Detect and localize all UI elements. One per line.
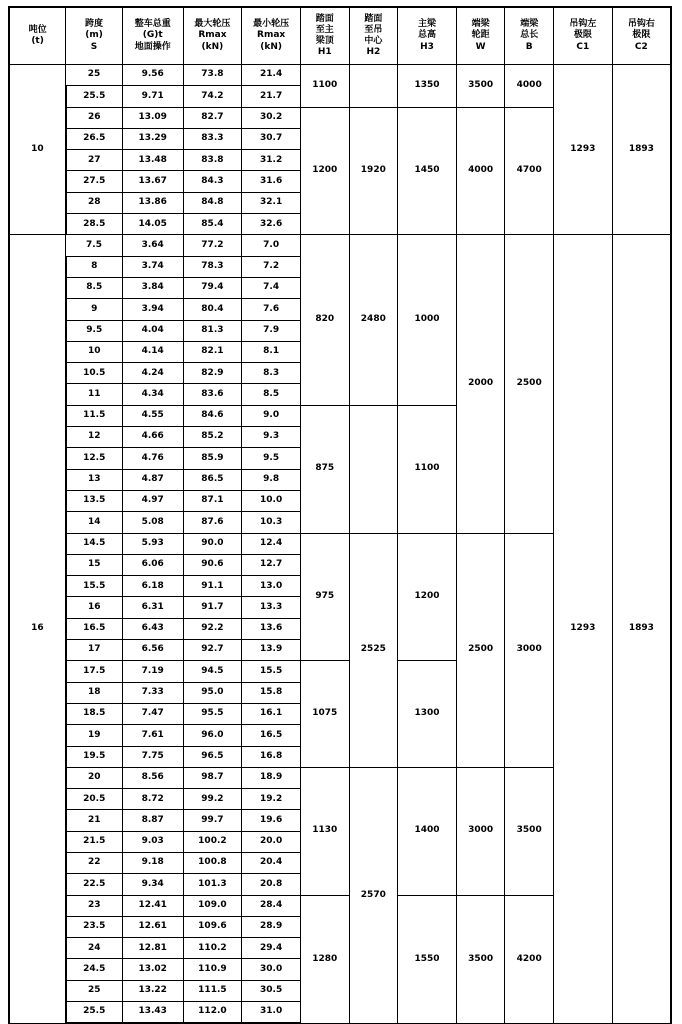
cell-h3: 1450 <box>398 107 457 235</box>
cell-rmin: 8.3 <box>242 363 301 384</box>
header-cell-total_weight: 整车总重 (G)t 地面操作 <box>122 7 183 65</box>
cell-total_weight: 3.84 <box>122 277 183 298</box>
cell-rmin: 30.5 <box>242 980 301 1001</box>
cell-rmin: 21.7 <box>242 86 301 107</box>
cell-rmax: 87.6 <box>183 512 242 533</box>
cell-rmin: 7.9 <box>242 320 301 341</box>
cell-span: 17 <box>66 640 123 661</box>
cell-h1: 1100 <box>300 65 349 108</box>
cell-total_weight: 4.97 <box>122 490 183 511</box>
cell-rmin: 21.4 <box>242 65 301 86</box>
header-cell-b: 端梁 总长 B <box>505 7 554 65</box>
header-cell-tonnage: 吨位 (t) <box>9 7 66 65</box>
cell-rmax: 86.5 <box>183 469 242 490</box>
cell-rmax: 85.9 <box>183 448 242 469</box>
cell-span: 15.5 <box>66 576 123 597</box>
cell-total_weight: 7.75 <box>122 746 183 767</box>
cell-rmax: 85.2 <box>183 427 242 448</box>
cell-total_weight: 4.14 <box>122 341 183 362</box>
cell-total_weight: 9.71 <box>122 86 183 107</box>
cell-total_weight: 7.19 <box>122 661 183 682</box>
cell-total_weight: 4.87 <box>122 469 183 490</box>
cell-rmin: 9.3 <box>242 427 301 448</box>
table-header <box>9 7 671 65</box>
cell-total_weight: 9.34 <box>122 874 183 895</box>
cell-h1: 975 <box>300 533 349 661</box>
cell-rmin: 9.8 <box>242 469 301 490</box>
cell-w: 4000 <box>456 107 505 235</box>
cell-total_weight: 13.43 <box>122 1002 183 1024</box>
cell-span: 19.5 <box>66 746 123 767</box>
cell-rmin: 8.1 <box>242 341 301 362</box>
cell-h3: 1400 <box>398 767 457 895</box>
cell-w: 2500 <box>456 533 505 767</box>
cell-span: 26 <box>66 107 123 128</box>
cell-b: 4700 <box>505 107 554 235</box>
cell-span: 27 <box>66 150 123 171</box>
cell-rmax: 92.7 <box>183 640 242 661</box>
cell-rmax: 100.2 <box>183 831 242 852</box>
cell-rmin: 10.0 <box>242 490 301 511</box>
cell-h1: 1130 <box>300 767 349 895</box>
cell-rmax: 91.1 <box>183 576 242 597</box>
cell-span: 14 <box>66 512 123 533</box>
cell-rmax: 84.6 <box>183 405 242 426</box>
cell-h3: 1550 <box>398 895 457 1023</box>
cell-h1: 1075 <box>300 661 349 767</box>
cell-span: 7.5 <box>66 235 123 256</box>
cell-span: 25 <box>66 65 123 86</box>
cell-h1: 820 <box>300 235 349 405</box>
cell-span: 24.5 <box>66 959 123 980</box>
cell-span: 16.5 <box>66 618 123 639</box>
cell-rmin: 30.2 <box>242 107 301 128</box>
cell-span: 21 <box>66 810 123 831</box>
cell-rmin: 19.6 <box>242 810 301 831</box>
cell-rmin: 30.7 <box>242 128 301 149</box>
cell-total_weight: 5.93 <box>122 533 183 554</box>
cell-rmin: 19.2 <box>242 789 301 810</box>
cell-total_weight: 8.72 <box>122 789 183 810</box>
table-row <box>9 235 671 256</box>
cell-rmax: 110.9 <box>183 959 242 980</box>
cell-span: 13 <box>66 469 123 490</box>
cell-c2: 1893 <box>612 65 671 235</box>
cell-span: 23 <box>66 895 123 916</box>
cell-w: 3000 <box>456 767 505 895</box>
cell-rmin: 29.4 <box>242 938 301 959</box>
cell-total_weight: 4.04 <box>122 320 183 341</box>
cell-rmin: 20.8 <box>242 874 301 895</box>
cell-span: 18.5 <box>66 703 123 724</box>
cell-total_weight: 4.55 <box>122 405 183 426</box>
cell-h1: 875 <box>300 405 349 533</box>
cell-rmin: 12.4 <box>242 533 301 554</box>
cell-rmax: 83.6 <box>183 384 242 405</box>
cell-rmax: 96.5 <box>183 746 242 767</box>
cell-rmax: 109.6 <box>183 916 242 937</box>
cell-rmin: 9.5 <box>242 448 301 469</box>
cell-total_weight: 13.67 <box>122 171 183 192</box>
cell-span: 19 <box>66 725 123 746</box>
cell-span: 25 <box>66 980 123 1001</box>
cell-rmax: 95.5 <box>183 703 242 724</box>
cell-rmin: 8.5 <box>242 384 301 405</box>
header-cell-rmax: 最大轮压 Rmax (kN) <box>183 7 242 65</box>
cell-rmax: 78.3 <box>183 256 242 277</box>
table-header-row <box>9 7 671 65</box>
cell-rmax: 99.7 <box>183 810 242 831</box>
cell-total_weight: 14.05 <box>122 214 183 235</box>
cell-rmax: 82.7 <box>183 107 242 128</box>
cell-rmax: 91.7 <box>183 597 242 618</box>
cell-rmin: 13.3 <box>242 597 301 618</box>
cell-rmax: 82.1 <box>183 341 242 362</box>
cell-c1: 1293 <box>553 235 612 1023</box>
cell-rmin: 7.4 <box>242 277 301 298</box>
cell-span: 9 <box>66 299 123 320</box>
cell-total_weight: 9.03 <box>122 831 183 852</box>
cell-total_weight: 3.64 <box>122 235 183 256</box>
cell-span: 10.5 <box>66 363 123 384</box>
cell-total_weight: 9.18 <box>122 852 183 873</box>
cell-rmin: 13.6 <box>242 618 301 639</box>
header-cell-rmin: 最小轮压 Rmax (kN) <box>242 7 301 65</box>
table-row <box>9 65 671 86</box>
cell-span: 18 <box>66 682 123 703</box>
cell-rmax: 85.4 <box>183 214 242 235</box>
cell-rmax: 96.0 <box>183 725 242 746</box>
header-cell-h3: 主梁 总高 H3 <box>398 7 457 65</box>
cell-rmin: 16.8 <box>242 746 301 767</box>
cell-rmin: 13.0 <box>242 576 301 597</box>
header-cell-w: 端梁 轮距 W <box>456 7 505 65</box>
cell-span: 25.5 <box>66 86 123 107</box>
cell-b: 3000 <box>505 533 554 767</box>
cell-span: 13.5 <box>66 490 123 511</box>
cell-total_weight: 12.61 <box>122 916 183 937</box>
cell-total_weight: 12.41 <box>122 895 183 916</box>
cell-rmin: 16.5 <box>242 725 301 746</box>
cell-total_weight: 3.74 <box>122 256 183 277</box>
cell-h3: 1100 <box>398 405 457 533</box>
cell-rmax: 87.1 <box>183 490 242 511</box>
cell-h2: 2525 <box>349 533 398 767</box>
cell-h2 <box>349 65 398 108</box>
cell-h2: 2570 <box>349 767 398 1023</box>
cell-h3: 1200 <box>398 533 457 661</box>
cell-rmax: 83.3 <box>183 128 242 149</box>
cell-span: 22.5 <box>66 874 123 895</box>
cell-total_weight: 13.86 <box>122 192 183 213</box>
cell-total_weight: 3.94 <box>122 299 183 320</box>
cell-rmax: 94.5 <box>183 661 242 682</box>
cell-span: 12.5 <box>66 448 123 469</box>
table-body <box>9 65 671 1024</box>
cell-h3: 1000 <box>398 235 457 405</box>
cell-rmax: 74.2 <box>183 86 242 107</box>
cell-rmax: 99.2 <box>183 789 242 810</box>
cell-rmax: 112.0 <box>183 1002 242 1024</box>
cell-rmin: 13.9 <box>242 640 301 661</box>
cell-tonnage: 16 <box>9 235 66 1023</box>
cell-total_weight: 13.48 <box>122 150 183 171</box>
cell-rmax: 84.8 <box>183 192 242 213</box>
cell-total_weight: 6.31 <box>122 597 183 618</box>
cell-total_weight: 8.56 <box>122 767 183 788</box>
cell-h2: 1920 <box>349 107 398 235</box>
cell-rmin: 30.0 <box>242 959 301 980</box>
cell-rmax: 83.8 <box>183 150 242 171</box>
cell-span: 22 <box>66 852 123 873</box>
cell-rmin: 9.0 <box>242 405 301 426</box>
cell-rmax: 90.0 <box>183 533 242 554</box>
cell-span: 9.5 <box>66 320 123 341</box>
cell-rmin: 20.0 <box>242 831 301 852</box>
cell-rmin: 16.1 <box>242 703 301 724</box>
cell-w: 3500 <box>456 895 505 1023</box>
cell-w: 2000 <box>456 235 505 533</box>
cell-total_weight: 6.43 <box>122 618 183 639</box>
cell-span: 15 <box>66 554 123 575</box>
cell-total_weight: 6.06 <box>122 554 183 575</box>
cell-b: 3500 <box>505 767 554 895</box>
cell-total_weight: 6.56 <box>122 640 183 661</box>
cell-rmin: 7.0 <box>242 235 301 256</box>
cell-span: 14.5 <box>66 533 123 554</box>
header-cell-c2: 吊钩右 极限 C2 <box>612 7 671 65</box>
cell-h1: 1200 <box>300 107 349 235</box>
header-cell-h2: 踏面 至吊 中心 H2 <box>349 7 398 65</box>
cell-span: 10 <box>66 341 123 362</box>
cell-rmin: 31.2 <box>242 150 301 171</box>
cell-b: 4200 <box>505 895 554 1023</box>
cell-span: 28.5 <box>66 214 123 235</box>
cell-rmax: 111.5 <box>183 980 242 1001</box>
cell-span: 26.5 <box>66 128 123 149</box>
cell-rmax: 100.8 <box>183 852 242 873</box>
cell-rmin: 10.3 <box>242 512 301 533</box>
cell-span: 11.5 <box>66 405 123 426</box>
cell-total_weight: 13.02 <box>122 959 183 980</box>
cell-rmin: 28.4 <box>242 895 301 916</box>
cell-rmax: 90.6 <box>183 554 242 575</box>
cell-rmax: 84.3 <box>183 171 242 192</box>
cell-rmin: 7.6 <box>242 299 301 320</box>
cell-rmin: 12.7 <box>242 554 301 575</box>
cell-h2: 2480 <box>349 235 398 405</box>
header-cell-c1: 吊钩左 极限 C1 <box>553 7 612 65</box>
cell-b: 4000 <box>505 65 554 108</box>
cell-total_weight: 7.33 <box>122 682 183 703</box>
cell-span: 8.5 <box>66 277 123 298</box>
cell-c2: 1893 <box>612 235 671 1023</box>
cell-total_weight: 13.29 <box>122 128 183 149</box>
cell-total_weight: 5.08 <box>122 512 183 533</box>
header-cell-h1: 踏面 至主 梁顶 H1 <box>300 7 349 65</box>
cell-total_weight: 7.47 <box>122 703 183 724</box>
crane-specification-table <box>8 6 672 1024</box>
cell-rmax: 98.7 <box>183 767 242 788</box>
cell-rmin: 15.5 <box>242 661 301 682</box>
cell-span: 21.5 <box>66 831 123 852</box>
cell-span: 20 <box>66 767 123 788</box>
cell-total_weight: 6.18 <box>122 576 183 597</box>
cell-rmax: 110.2 <box>183 938 242 959</box>
cell-span: 12 <box>66 427 123 448</box>
cell-total_weight: 13.09 <box>122 107 183 128</box>
cell-span: 11 <box>66 384 123 405</box>
cell-span: 27.5 <box>66 171 123 192</box>
cell-rmin: 18.9 <box>242 767 301 788</box>
cell-rmax: 109.0 <box>183 895 242 916</box>
cell-b: 2500 <box>505 235 554 533</box>
cell-span: 20.5 <box>66 789 123 810</box>
cell-span: 28 <box>66 192 123 213</box>
cell-total_weight: 9.56 <box>122 65 183 86</box>
cell-span: 24 <box>66 938 123 959</box>
cell-span: 23.5 <box>66 916 123 937</box>
cell-span: 17.5 <box>66 661 123 682</box>
cell-total_weight: 4.66 <box>122 427 183 448</box>
cell-span: 16 <box>66 597 123 618</box>
cell-rmax: 73.8 <box>183 65 242 86</box>
cell-span: 25.5 <box>66 1002 123 1024</box>
cell-tonnage: 10 <box>9 65 66 235</box>
header-cell-span: 跨度 (m) S <box>66 7 123 65</box>
cell-rmin: 32.6 <box>242 214 301 235</box>
cell-rmax: 101.3 <box>183 874 242 895</box>
cell-rmax: 81.3 <box>183 320 242 341</box>
cell-total_weight: 12.81 <box>122 938 183 959</box>
cell-h3: 1300 <box>398 661 457 767</box>
cell-total_weight: 8.87 <box>122 810 183 831</box>
cell-rmin: 32.1 <box>242 192 301 213</box>
cell-rmin: 20.4 <box>242 852 301 873</box>
cell-total_weight: 4.24 <box>122 363 183 384</box>
cell-total_weight: 7.61 <box>122 725 183 746</box>
cell-h2 <box>349 405 398 533</box>
cell-rmax: 77.2 <box>183 235 242 256</box>
cell-total_weight: 4.34 <box>122 384 183 405</box>
cell-rmin: 15.8 <box>242 682 301 703</box>
cell-rmax: 80.4 <box>183 299 242 320</box>
cell-rmin: 31.0 <box>242 1002 301 1024</box>
cell-total_weight: 13.22 <box>122 980 183 1001</box>
cell-rmax: 82.9 <box>183 363 242 384</box>
cell-rmax: 95.0 <box>183 682 242 703</box>
cell-rmax: 92.2 <box>183 618 242 639</box>
cell-rmax: 79.4 <box>183 277 242 298</box>
cell-h3: 1350 <box>398 65 457 108</box>
cell-total_weight: 4.76 <box>122 448 183 469</box>
cell-c1: 1293 <box>553 65 612 235</box>
cell-rmin: 31.6 <box>242 171 301 192</box>
cell-h1: 1280 <box>300 895 349 1023</box>
cell-w: 3500 <box>456 65 505 108</box>
cell-span: 8 <box>66 256 123 277</box>
cell-rmin: 28.9 <box>242 916 301 937</box>
cell-rmin: 7.2 <box>242 256 301 277</box>
